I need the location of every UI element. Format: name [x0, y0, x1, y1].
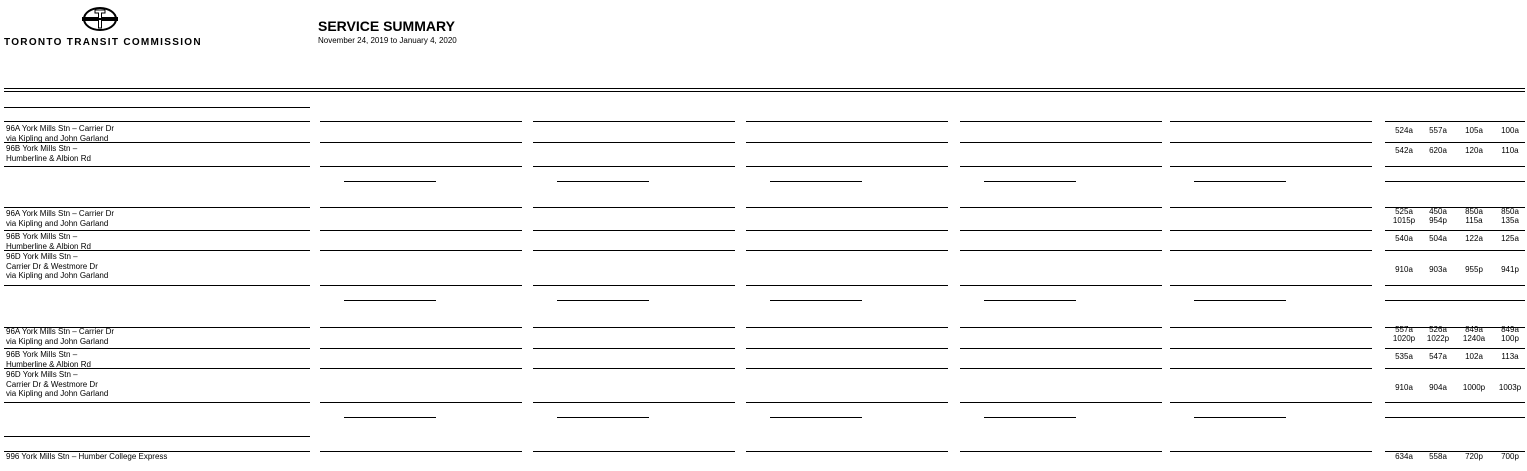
rule-line — [4, 250, 310, 251]
departure-time-value: 954p — [1429, 216, 1447, 225]
rule-line — [746, 230, 948, 231]
departure-time — [1389, 452, 1419, 461]
rule-line — [320, 250, 522, 251]
rule-line — [557, 300, 649, 301]
rule-line — [746, 451, 948, 452]
departure-time-value: 904a — [1429, 383, 1447, 392]
departure-time — [1495, 126, 1525, 135]
rule-line — [1385, 181, 1525, 182]
departure-time-value: 1020p — [1392, 334, 1416, 343]
rule-line — [533, 348, 735, 349]
date-range: November 24, 2019 to January 4, 2020 — [318, 36, 457, 45]
rule-line — [1170, 348, 1372, 349]
rule-line — [960, 451, 1162, 452]
route-variant-line: 96D York Mills Stn – — [6, 252, 78, 261]
rule-line — [1385, 142, 1525, 143]
departure-time — [1423, 325, 1453, 343]
route-variant-name — [6, 232, 246, 251]
rule-line — [960, 285, 1162, 286]
route-variant-name — [6, 370, 246, 399]
departure-time — [1389, 325, 1419, 343]
rule-line — [960, 207, 1162, 208]
rule-line — [533, 250, 735, 251]
rule-line — [533, 451, 735, 452]
page-title: SERVICE SUMMARY — [318, 18, 455, 34]
rule-line — [1170, 250, 1372, 251]
route-variant-line: 96D York Mills Stn – — [6, 370, 78, 379]
rule-line — [746, 166, 948, 167]
route-variant-line: Carrier Dr & Westmore Dr — [6, 379, 98, 389]
rule-line — [960, 142, 1162, 143]
departure-time-value: 903a — [1429, 265, 1447, 274]
rule-line — [4, 142, 310, 143]
departure-time — [1423, 126, 1453, 135]
rule-line — [1170, 207, 1372, 208]
departure-time-value: 100a — [1501, 126, 1519, 135]
departure-time — [1389, 352, 1419, 361]
rule-line — [533, 402, 735, 403]
departure-time — [1423, 265, 1453, 274]
departure-time — [1495, 452, 1525, 461]
departure-time-value: 558a — [1429, 452, 1447, 461]
route-variant-line: 96A York Mills Stn – Carrier Dr — [6, 124, 115, 133]
route-variant-line: 96B York Mills Stn – — [6, 232, 78, 241]
rule-line — [533, 166, 735, 167]
departure-time-value: 1015p — [1392, 216, 1416, 225]
route-variant-line: via Kipling and John Garland — [6, 336, 109, 346]
departure-time — [1459, 126, 1489, 135]
rule-line — [984, 300, 1076, 301]
rule-line — [4, 368, 310, 369]
rule-line — [4, 207, 310, 208]
rule-line — [960, 368, 1162, 369]
rule-line — [1170, 142, 1372, 143]
route-variant-line: Carrier Dr & Westmore Dr — [6, 261, 98, 271]
rule-line — [320, 348, 522, 349]
rule-line — [1385, 417, 1525, 418]
departure-time-value: 102a — [1465, 352, 1483, 361]
departure-time — [1495, 234, 1525, 243]
rule-line — [1170, 402, 1372, 403]
rule-line — [4, 107, 310, 108]
rule-line — [533, 121, 735, 122]
rule-line — [4, 91, 1525, 92]
rule-line — [960, 166, 1162, 167]
rule-line — [1385, 368, 1525, 369]
departure-time-value: 849a — [1501, 325, 1519, 334]
rule-line — [1385, 121, 1525, 122]
departure-time-value: 557a — [1395, 325, 1413, 334]
route-variant-line: 996 York Mills Stn – Humber College Express — [6, 452, 168, 461]
departure-time-value: 122a — [1465, 234, 1483, 243]
rule-line — [533, 327, 735, 328]
rule-line — [1385, 230, 1525, 231]
departure-time-value: 135a — [1501, 216, 1519, 225]
departure-time-value: 115a — [1465, 216, 1483, 225]
route-variant-line: 96A York Mills Stn – Carrier Dr — [6, 209, 115, 218]
rule-line — [770, 417, 862, 418]
departure-time — [1459, 207, 1489, 225]
rule-line — [1385, 402, 1525, 403]
rule-line — [1385, 166, 1525, 167]
departure-time — [1495, 325, 1525, 343]
route-variant-name — [6, 209, 246, 228]
departure-time — [1459, 265, 1489, 274]
route-variant-name — [6, 350, 246, 369]
departure-time — [1389, 265, 1419, 274]
route-variant-name — [6, 124, 246, 143]
route-variant-line: 96B York Mills Stn – — [6, 144, 78, 153]
departure-time-value: 620a — [1429, 146, 1447, 155]
route-variant-name — [6, 327, 246, 346]
departure-time-value: 910a — [1395, 383, 1413, 392]
departure-time-value: 540a — [1395, 234, 1413, 243]
rule-line — [1385, 348, 1525, 349]
departure-time-value: 535a — [1395, 352, 1413, 361]
rule-line — [960, 121, 1162, 122]
rule-line — [533, 207, 735, 208]
rule-line — [770, 181, 862, 182]
rule-line — [4, 285, 310, 286]
departure-time-value: 850a — [1465, 207, 1483, 216]
rule-line — [746, 348, 948, 349]
rule-line — [1170, 230, 1372, 231]
departure-time — [1495, 265, 1525, 274]
rule-line — [1170, 327, 1372, 328]
departure-time-value: 105a — [1465, 126, 1483, 135]
rule-line — [1194, 181, 1286, 182]
rule-line — [1170, 285, 1372, 286]
departure-time-value: 1003p — [1498, 383, 1522, 392]
departure-time-value: 941p — [1501, 265, 1519, 274]
rule-line — [4, 121, 310, 122]
rule-line — [1194, 417, 1286, 418]
departure-time-value: 120a — [1465, 146, 1483, 155]
rule-line — [320, 285, 522, 286]
departure-time-value: 849a — [1465, 325, 1483, 334]
departure-time — [1459, 383, 1489, 392]
departure-time-value: 1022p — [1426, 334, 1450, 343]
rule-line — [1170, 451, 1372, 452]
departure-time — [1423, 207, 1453, 225]
rule-line — [1170, 166, 1372, 167]
rule-line — [320, 451, 522, 452]
departure-time — [1459, 325, 1489, 343]
route-variant-line: via Kipling and John Garland — [6, 271, 109, 280]
departure-time-value: 1240a — [1462, 334, 1486, 343]
rule-line — [344, 417, 436, 418]
departure-time-value: 557a — [1429, 126, 1447, 135]
rule-line — [960, 230, 1162, 231]
departure-time-value: 1000p — [1462, 383, 1486, 392]
rule-line — [320, 166, 522, 167]
route-variant-line: Humberline & Albion Rd — [6, 241, 91, 251]
departure-time — [1389, 234, 1419, 243]
departure-time-value: 720p — [1465, 452, 1483, 461]
departure-time — [1423, 146, 1453, 155]
rule-line — [320, 230, 522, 231]
departure-time-value: 450a — [1429, 207, 1447, 216]
rule-line — [344, 181, 436, 182]
departure-time-value: 524a — [1395, 126, 1413, 135]
departure-time — [1423, 234, 1453, 243]
rule-line — [320, 368, 522, 369]
departure-time-value: 955p — [1465, 265, 1483, 274]
route-variant-name — [6, 144, 246, 163]
route-variant-name — [6, 252, 246, 281]
departure-time-value: 504a — [1429, 234, 1447, 243]
rule-line — [984, 181, 1076, 182]
route-variant-line: 96B York Mills Stn – — [6, 350, 78, 359]
departure-time — [1495, 207, 1525, 225]
rule-line — [4, 88, 1525, 89]
rule-line — [960, 250, 1162, 251]
rule-line — [344, 300, 436, 301]
rule-line — [960, 348, 1162, 349]
rule-line — [770, 300, 862, 301]
departure-time — [1389, 207, 1419, 225]
rule-line — [746, 207, 948, 208]
rule-line — [4, 230, 310, 231]
rule-line — [533, 285, 735, 286]
departure-time-value: 110a — [1501, 146, 1519, 155]
rule-line — [746, 402, 948, 403]
rule-line — [746, 142, 948, 143]
departure-time — [1495, 352, 1525, 361]
departure-time-value: 125a — [1501, 234, 1519, 243]
rule-line — [557, 417, 649, 418]
rule-line — [4, 348, 310, 349]
rule-line — [1385, 285, 1525, 286]
departure-time — [1495, 383, 1525, 392]
departure-time-value: 850a — [1501, 207, 1519, 216]
rule-line — [746, 368, 948, 369]
route-variant-name — [6, 452, 246, 462]
route-variant-line: 96A York Mills Stn – Carrier Dr — [6, 327, 115, 336]
departure-time-value: 526a — [1429, 325, 1447, 334]
route-variant-line: via Kipling and John Garland — [6, 218, 109, 228]
rule-line — [1194, 300, 1286, 301]
rule-line — [1170, 368, 1372, 369]
departure-time — [1459, 234, 1489, 243]
departure-time — [1459, 452, 1489, 461]
rule-line — [746, 121, 948, 122]
departure-time — [1495, 146, 1525, 155]
rule-line — [4, 166, 310, 167]
route-variant-line: Humberline & Albion Rd — [6, 359, 91, 369]
rule-line — [4, 436, 310, 437]
rule-line — [746, 285, 948, 286]
rule-line — [533, 142, 735, 143]
rule-line — [746, 250, 948, 251]
departure-time — [1423, 383, 1453, 392]
rule-line — [320, 142, 522, 143]
departure-time — [1389, 383, 1419, 392]
rule-line — [320, 402, 522, 403]
departure-time-value: 910a — [1395, 265, 1413, 274]
route-variant-line: via Kipling and John Garland — [6, 133, 109, 143]
rule-line — [1385, 250, 1525, 251]
route-variant-line: Humberline & Albion Rd — [6, 153, 91, 163]
rule-line — [960, 402, 1162, 403]
rule-line — [984, 417, 1076, 418]
departure-time-value: 113a — [1501, 352, 1519, 361]
departure-time — [1389, 146, 1419, 155]
rule-line — [533, 368, 735, 369]
rule-line — [1385, 300, 1525, 301]
rule-line — [320, 121, 522, 122]
departure-time-value: 700p — [1501, 452, 1519, 461]
rule-line — [533, 230, 735, 231]
rule-line — [1170, 121, 1372, 122]
rule-line — [557, 181, 649, 182]
rule-line — [960, 327, 1162, 328]
departure-time — [1389, 126, 1419, 135]
rule-line — [746, 327, 948, 328]
departure-time-value: 634a — [1395, 452, 1413, 461]
departure-time — [1459, 352, 1489, 361]
ttc-logo — [82, 6, 118, 32]
rule-line — [320, 327, 522, 328]
route-variant-line: via Kipling and John Garland — [6, 389, 109, 398]
departure-time-value: 542a — [1395, 146, 1413, 155]
departure-time-value: 100p — [1501, 334, 1519, 343]
departure-time — [1459, 146, 1489, 155]
departure-time-value: 547a — [1429, 352, 1447, 361]
departure-time — [1423, 452, 1453, 461]
departure-time — [1423, 352, 1453, 361]
org-name: TORONTO TRANSIT COMMISSION — [4, 37, 202, 48]
departure-time-value: 525a — [1395, 207, 1413, 216]
rule-line — [4, 402, 310, 403]
rule-line — [320, 207, 522, 208]
